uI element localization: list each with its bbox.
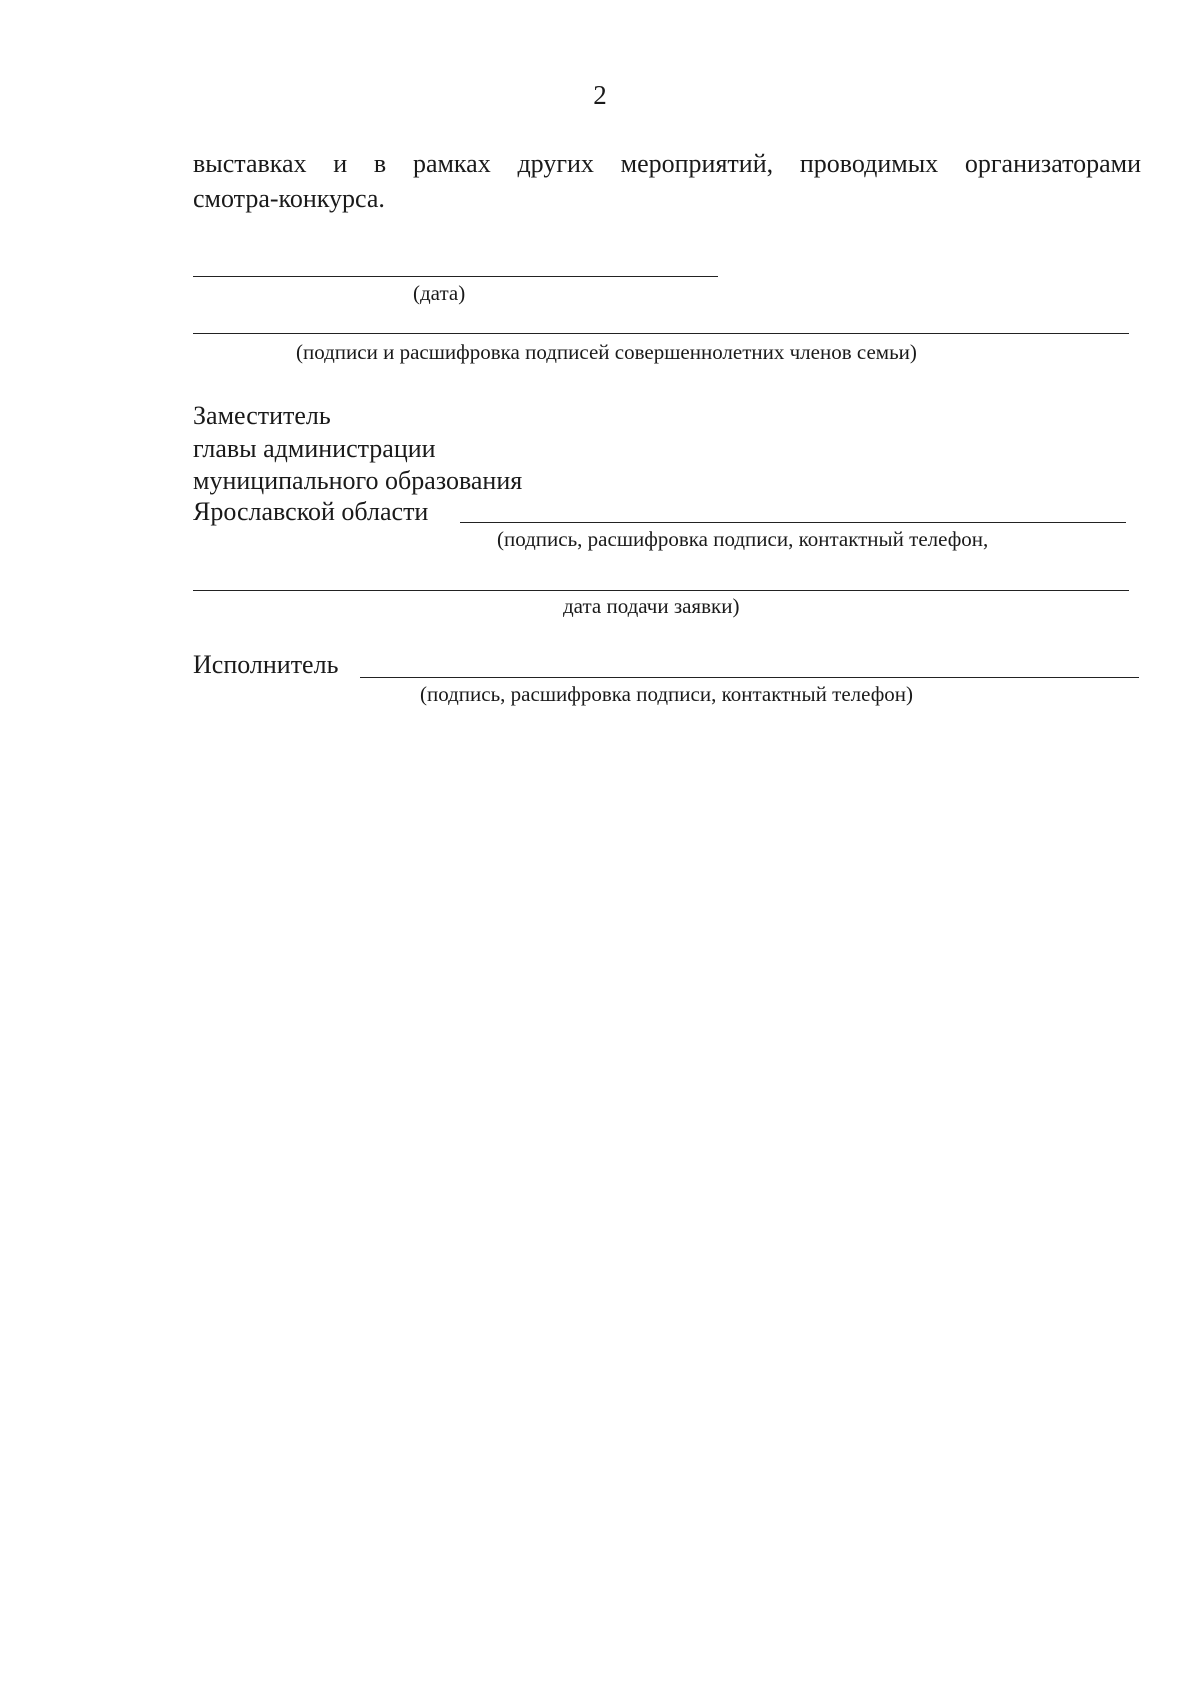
body-paragraph: [193, 146, 1141, 216]
paragraph-line-2: смотра-конкурса.: [193, 184, 385, 213]
family-signatures-line: [193, 333, 1129, 334]
deputy-signature-caption-2: дата подачи заявки): [563, 594, 740, 618]
deputy-title-line-2: главы администрации: [193, 434, 436, 463]
deputy-title-line-1: Заместитель: [193, 401, 331, 430]
deputy-title-line-4: Ярославской области: [193, 497, 429, 526]
deputy-signature-line: [460, 522, 1126, 523]
deputy-signature-caption-1: (подпись, расшифровка подписи, контактный телефон,: [497, 527, 989, 551]
deputy-title-line-3: муниципального образования: [193, 466, 523, 495]
executor-label: Исполнитель: [193, 650, 339, 679]
deputy-second-line: [193, 590, 1129, 591]
executor-signature-caption: (подпись, расшифровка подписи, контактный телефон): [420, 682, 914, 706]
family-signatures-caption: (подписи и расшифровка подписей совершеннолетних членов семьи): [296, 340, 917, 364]
date-line: [193, 276, 718, 277]
page-number: 2: [593, 80, 607, 110]
paragraph-line-1: выставках и в рамках других мероприятий, проводимых организаторами: [193, 149, 1141, 178]
date-caption: (дата): [413, 281, 466, 305]
executor-signature-line: [360, 677, 1139, 678]
